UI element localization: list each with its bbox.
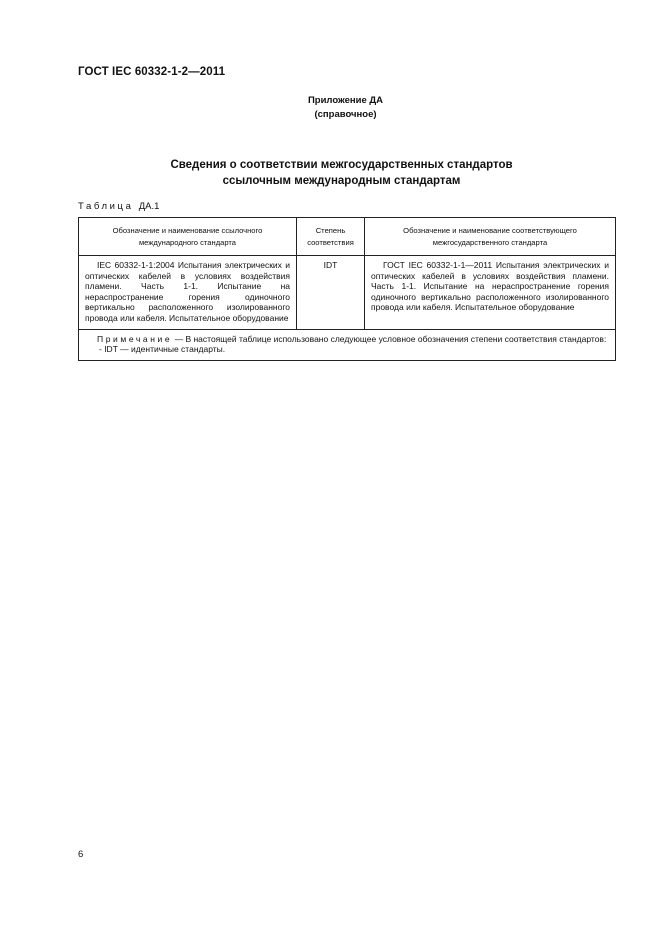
table-header-row [79,218,616,256]
section-heading [0,157,661,189]
document-code: ГОСТ IEC 60332-1-2—2011 [78,66,226,78]
heading-line-1: Сведения о соответствии межгосударственных стандартов [170,159,513,171]
table-caption-word: Таблица [78,201,134,212]
note-body: — В настоящей таблице использовано следующее условное обозначения степени соответствия стандартов: [174,333,607,344]
annex-title: Приложение ДА [307,95,384,106]
page-number: 6 [78,849,84,860]
note-label: Примечание [97,333,173,344]
header-interstate-standard: Обозначение и наименование соответствующего межгосударственного стандарта [365,218,616,256]
table-caption [78,201,159,212]
cell-degree: IDT [297,256,365,330]
table-note-row [79,329,616,360]
note-list-item: - IDT — идентичные стандарты. [99,344,226,355]
cell-interstate-standard: ГОСТ IEC 60332-1-1—2011 Испытания электрических и оптических кабелей в условиях воздействия пламени. Часть 1-1. Испытание на нераспространение горения одиночного вертикально расположенного изолированного провода или кабеля. Испытательное оборудование [365,256,616,330]
header-international-standard: Обозначение и наименование ссылочного международного стандарта [79,218,297,256]
correspondence-table [78,217,616,361]
note-text [85,334,609,345]
annex-block [0,94,661,122]
table-caption-number: ДА.1 [138,201,160,212]
table-row [79,256,616,330]
header-degree-of-correspondence: Степень соответствия [297,218,365,256]
table-note [79,329,616,360]
heading-line-2: ссылочным международным стандартам [222,175,461,187]
cell-international-standard: IEC 60332-1-1:2004 Испытания электрических и оптических кабелей в условиях воздействия пламени. Часть 1-1. Испытание на нераспространение горения одиночного вертикально расположенного изолированного провода или кабеля. Испытательное оборудование [79,256,297,330]
annex-subtitle: (справочное) [314,109,377,120]
